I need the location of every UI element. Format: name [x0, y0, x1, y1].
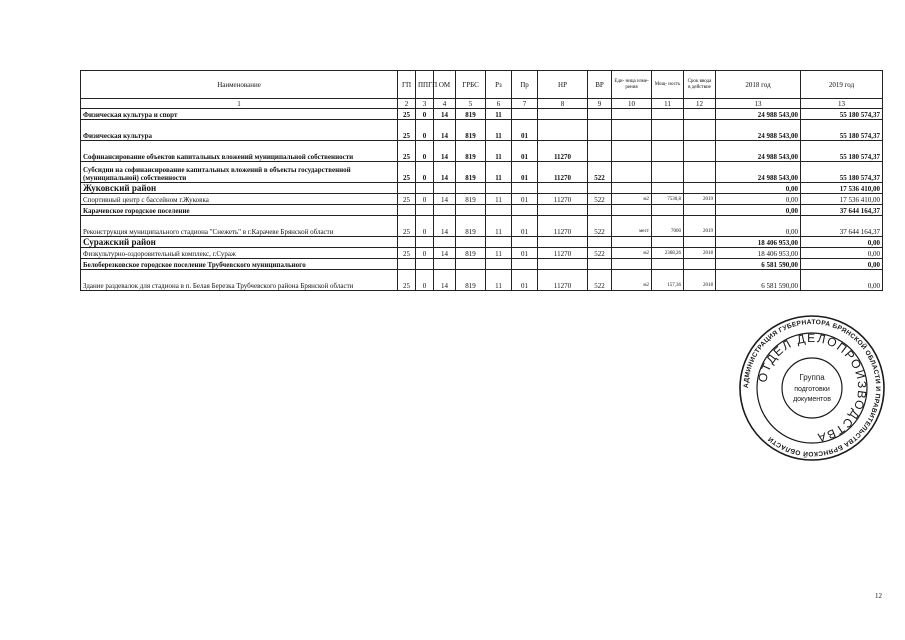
cell-vr	[588, 237, 612, 248]
cell-2018: 24 988 543,00	[716, 109, 801, 120]
col-header-pr: Пр	[512, 71, 538, 99]
cell-name: Физкультурно-оздоровительный комплекс, г.Сураж	[81, 248, 398, 259]
cell-term: 2018	[684, 248, 716, 259]
cell-vr	[588, 259, 612, 270]
cell-name: Физическая культура и спорт	[81, 109, 398, 120]
cell-2019: 55 180 574,37	[801, 109, 883, 120]
cell-grbs	[456, 183, 486, 194]
cell-unit: м2	[612, 270, 652, 291]
cell-2018: 6 581 590,00	[716, 270, 801, 291]
cell-ppgp	[416, 259, 434, 270]
cell-2019: 0,00	[801, 248, 883, 259]
cell-name: Белоберезковское городское поселение Трубчевского муниципального	[81, 259, 398, 270]
cell-grbs: 819	[456, 109, 486, 120]
stamp-ring-text: ОТДЕЛ ДЕЛОПРОИЗВОДСТВА	[755, 330, 870, 445]
cell-2018: 24 988 543,00	[716, 141, 801, 162]
cell-2018: 0,00	[716, 183, 801, 194]
cell-unit	[612, 205, 652, 216]
cell-om: 14	[434, 120, 456, 141]
cell-term	[684, 162, 716, 183]
cell-rz: 11	[486, 216, 512, 237]
column-number-row	[81, 99, 883, 109]
cell-gp	[398, 259, 416, 270]
table-row	[81, 120, 883, 141]
cell-np: 11270	[538, 270, 588, 291]
col-number: 5	[456, 99, 486, 109]
cell-vr: 522	[588, 162, 612, 183]
table-row	[81, 248, 883, 259]
cell-gp	[398, 205, 416, 216]
cell-vr	[588, 183, 612, 194]
table-row	[81, 141, 883, 162]
cell-ppgp: 0	[416, 270, 434, 291]
cell-grbs: 819	[456, 120, 486, 141]
cell-vr	[588, 109, 612, 120]
cell-om: 14	[434, 141, 456, 162]
cell-2018: 0,00	[716, 205, 801, 216]
col-number: 1	[81, 99, 398, 109]
cell-ppgp: 0	[416, 162, 434, 183]
cell-ppgp	[416, 205, 434, 216]
col-header-unit: Еди- ница изме- рения	[612, 71, 652, 99]
cell-gp: 25	[398, 141, 416, 162]
cell-term	[684, 120, 716, 141]
cell-term: 2018	[684, 270, 716, 291]
cell-pr	[512, 259, 538, 270]
cell-2018: 18 406 953,00	[716, 237, 801, 248]
cell-2018: 0,00	[716, 216, 801, 237]
cell-gp	[398, 237, 416, 248]
cell-ppgp: 0	[416, 216, 434, 237]
cell-2019: 55 180 574,37	[801, 162, 883, 183]
cell-name: Карачевское городское поселение	[81, 205, 398, 216]
cell-term	[684, 237, 716, 248]
cell-np: 11270	[538, 162, 588, 183]
cell-vr: 522	[588, 248, 612, 259]
cell-term: 2019	[684, 216, 716, 237]
col-header-capacity: Мощ- ность	[652, 71, 684, 99]
stamp-center-line3: документов	[793, 396, 831, 403]
cell-grbs: 819	[456, 162, 486, 183]
cell-2019: 0,00	[801, 237, 883, 248]
cell-gp	[398, 183, 416, 194]
cell-np: 11270	[538, 216, 588, 237]
cell-vr	[588, 141, 612, 162]
cell-unit	[612, 109, 652, 120]
cell-gp: 25	[398, 270, 416, 291]
cell-grbs	[456, 205, 486, 216]
cell-pr: 01	[512, 270, 538, 291]
cell-pr: 01	[512, 141, 538, 162]
cell-np	[538, 120, 588, 141]
col-number: 10	[612, 99, 652, 109]
cell-ppgp	[416, 237, 434, 248]
table-row	[81, 205, 883, 216]
stamp-outer-text: АДМИНИСТРАЦИЯ ГУБЕРНАТОРА БРЯНСКОЙ ОБЛАСТИ И ПРАВИТЕЛЬСТВА БРЯНСКОЙ ОБЛАСТИ	[742, 318, 882, 458]
cell-capacity	[652, 259, 684, 270]
cell-np	[538, 205, 588, 216]
cell-np	[538, 109, 588, 120]
cell-pr	[512, 109, 538, 120]
official-stamp	[738, 314, 886, 462]
cell-pr	[512, 183, 538, 194]
cell-grbs: 819	[456, 141, 486, 162]
cell-2018: 18 406 953,00	[716, 248, 801, 259]
cell-rz	[486, 205, 512, 216]
cell-gp: 25	[398, 120, 416, 141]
cell-capacity	[652, 183, 684, 194]
cell-grbs	[456, 259, 486, 270]
cell-pr	[512, 205, 538, 216]
cell-term	[684, 183, 716, 194]
cell-grbs: 819	[456, 216, 486, 237]
budget-table-container	[80, 70, 882, 291]
cell-om: 14	[434, 248, 456, 259]
col-header-2019: 2019 год	[801, 71, 883, 99]
page-number: 12	[875, 592, 882, 600]
cell-vr: 522	[588, 270, 612, 291]
cell-rz: 11	[486, 270, 512, 291]
table-row	[81, 162, 883, 183]
cell-unit	[612, 237, 652, 248]
cell-ppgp: 0	[416, 248, 434, 259]
cell-2019: 37 644 164,37	[801, 216, 883, 237]
cell-om	[434, 183, 456, 194]
col-number: 13	[716, 99, 801, 109]
cell-2018: 6 581 590,00	[716, 259, 801, 270]
cell-2019: 17 536 410,00	[801, 183, 883, 194]
table-row	[81, 216, 883, 237]
col-number: 3	[416, 99, 434, 109]
cell-rz	[486, 183, 512, 194]
cell-pr: 01	[512, 120, 538, 141]
table-row	[81, 109, 883, 120]
cell-unit: м2	[612, 248, 652, 259]
cell-grbs	[456, 237, 486, 248]
col-number: 11	[652, 99, 684, 109]
cell-name: Реконструкция муниципального стадиона "Снежеть" в г.Карачеве Брянской области	[81, 216, 398, 237]
cell-gp: 25	[398, 194, 416, 205]
cell-rz	[486, 259, 512, 270]
cell-om: 14	[434, 216, 456, 237]
cell-capacity	[652, 237, 684, 248]
cell-2018: 24 988 543,00	[716, 120, 801, 141]
cell-capacity	[652, 109, 684, 120]
col-header-term: Срок ввода в действие	[684, 71, 716, 99]
cell-2019: 55 180 574,37	[801, 141, 883, 162]
cell-name: Суражский район	[81, 237, 398, 248]
cell-rz: 11	[486, 248, 512, 259]
col-number: 7	[512, 99, 538, 109]
table-row	[81, 194, 883, 205]
cell-np: 11270	[538, 194, 588, 205]
cell-name: Субсидии на софинансирование капитальных вложений в объекты государственной (муниципальной) собственности	[81, 162, 398, 183]
table-row	[81, 183, 883, 194]
cell-om	[434, 259, 456, 270]
cell-2018: 0,00	[716, 194, 801, 205]
cell-om: 14	[434, 194, 456, 205]
col-header-ppgp: ППГП	[416, 71, 434, 99]
cell-om	[434, 237, 456, 248]
cell-term	[684, 141, 716, 162]
col-number: 2	[398, 99, 416, 109]
cell-pr: 01	[512, 248, 538, 259]
cell-capacity: 7530,8	[652, 194, 684, 205]
cell-np	[538, 237, 588, 248]
col-header-gp: ГП	[398, 71, 416, 99]
cell-rz	[486, 237, 512, 248]
cell-unit	[612, 120, 652, 141]
cell-name: Софинансирование объектов капитальных вложений муниципальной собственности	[81, 141, 398, 162]
cell-capacity	[652, 205, 684, 216]
col-header-np: НР	[538, 71, 588, 99]
col-number: 12	[684, 99, 716, 109]
cell-unit: м2	[612, 194, 652, 205]
cell-ppgp: 0	[416, 109, 434, 120]
header-row	[81, 71, 883, 99]
cell-om: 14	[434, 270, 456, 291]
cell-vr	[588, 205, 612, 216]
col-header-om: ОМ	[434, 71, 456, 99]
cell-np	[538, 183, 588, 194]
table-row	[81, 237, 883, 248]
col-number: 13	[801, 99, 883, 109]
col-number: 9	[588, 99, 612, 109]
cell-name: Спортивный центр с бассейном г.Жуковка	[81, 194, 398, 205]
cell-capacity: 157,36	[652, 270, 684, 291]
cell-pr: 01	[512, 194, 538, 205]
cell-capacity	[652, 120, 684, 141]
cell-name: Физическая культура	[81, 120, 398, 141]
cell-grbs: 819	[456, 248, 486, 259]
cell-gp: 25	[398, 216, 416, 237]
cell-unit	[612, 259, 652, 270]
cell-capacity: 2368,26	[652, 248, 684, 259]
cell-np: 11270	[538, 248, 588, 259]
cell-2019: 37 644 164,37	[801, 205, 883, 216]
cell-ppgp: 0	[416, 120, 434, 141]
cell-2019: 0,00	[801, 259, 883, 270]
stamp-center-line1: Группа	[799, 373, 825, 382]
cell-capacity	[652, 162, 684, 183]
cell-gp: 25	[398, 248, 416, 259]
cell-unit	[612, 141, 652, 162]
cell-om: 14	[434, 109, 456, 120]
cell-term	[684, 205, 716, 216]
cell-grbs: 819	[456, 270, 486, 291]
cell-gp: 25	[398, 109, 416, 120]
cell-ppgp: 0	[416, 194, 434, 205]
cell-np: 11270	[538, 141, 588, 162]
cell-np	[538, 259, 588, 270]
col-header-2018: 2018 год	[716, 71, 801, 99]
cell-om: 14	[434, 162, 456, 183]
cell-name: Жуковский район	[81, 183, 398, 194]
cell-rz: 11	[486, 141, 512, 162]
cell-capacity: 7000	[652, 216, 684, 237]
cell-gp: 25	[398, 162, 416, 183]
cell-2018: 24 988 543,00	[716, 162, 801, 183]
col-header-rz: Рз	[486, 71, 512, 99]
cell-ppgp: 0	[416, 141, 434, 162]
cell-term: 2019	[684, 194, 716, 205]
col-number: 8	[538, 99, 588, 109]
cell-pr	[512, 237, 538, 248]
cell-pr: 01	[512, 216, 538, 237]
cell-unit: мест	[612, 216, 652, 237]
col-header-grbs: ГРБС	[456, 71, 486, 99]
cell-term	[684, 109, 716, 120]
cell-om	[434, 205, 456, 216]
cell-unit	[612, 162, 652, 183]
cell-vr: 522	[588, 194, 612, 205]
col-header-vr: ВР	[588, 71, 612, 99]
col-number: 6	[486, 99, 512, 109]
cell-vr	[588, 120, 612, 141]
cell-vr: 522	[588, 216, 612, 237]
cell-2019: 17 536 410,00	[801, 194, 883, 205]
cell-2019: 0,00	[801, 270, 883, 291]
cell-pr: 01	[512, 162, 538, 183]
cell-rz: 11	[486, 109, 512, 120]
cell-grbs: 819	[456, 194, 486, 205]
budget-table	[80, 70, 883, 291]
cell-rz: 11	[486, 162, 512, 183]
cell-rz: 11	[486, 194, 512, 205]
cell-name: Здание раздевалок для стадиона в п. Белая Березка Трубчевского района Брянской области	[81, 270, 398, 291]
stamp-center-line2: подготовки	[794, 386, 830, 393]
cell-ppgp	[416, 183, 434, 194]
col-header-name: Наименование	[81, 71, 398, 99]
table-row	[81, 270, 883, 291]
cell-capacity	[652, 141, 684, 162]
cell-2019: 55 180 574,37	[801, 120, 883, 141]
cell-term	[684, 259, 716, 270]
cell-rz: 11	[486, 120, 512, 141]
col-number: 4	[434, 99, 456, 109]
table-row	[81, 259, 883, 270]
cell-unit	[612, 183, 652, 194]
